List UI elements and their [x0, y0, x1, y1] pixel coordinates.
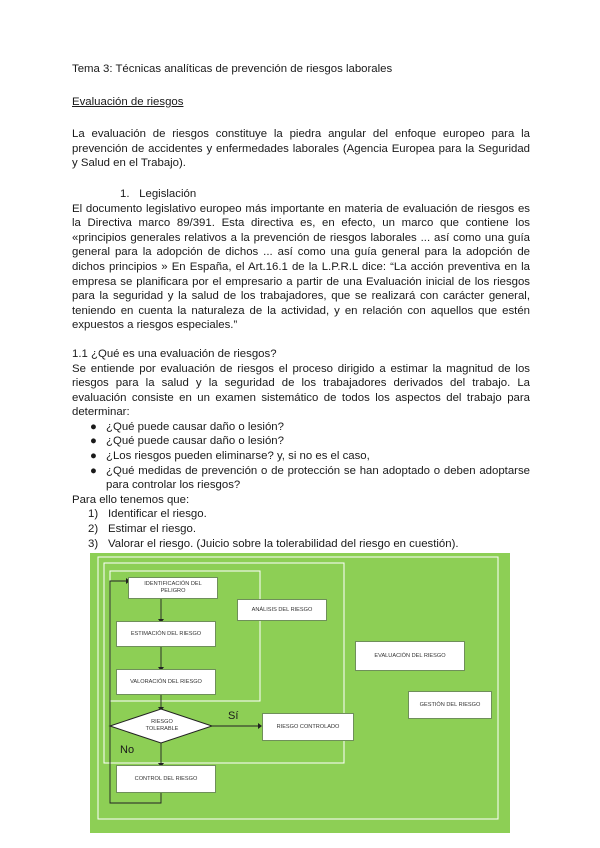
list-item	[72, 434, 530, 449]
para-ello-text: Para ello tenemos que:	[72, 493, 190, 506]
step-number: 2)	[88, 523, 99, 536]
box-controlado: RIESGO CONTROLADO	[262, 713, 354, 741]
list-item	[72, 464, 530, 493]
no-label: No	[120, 744, 135, 756]
list-item-text: ¿Qué medidas de prevención o de protección se han adoptado o deben adoptarse para controlar los riesgos?	[106, 464, 530, 492]
diamond-label: RIESGO TOLERABLE	[145, 719, 179, 732]
list-item-text: ¿Qué puede causar daño o lesión?	[106, 420, 284, 433]
box-evaluacion: EVALUACIÓN DEL RIESGO	[355, 641, 465, 671]
document-page	[72, 62, 530, 551]
bullet-icon: ●	[90, 450, 97, 463]
legislacion-number: 1.	[120, 187, 130, 200]
step-text: Estimar el riesgo.	[108, 523, 196, 536]
step-number: 1)	[88, 508, 99, 521]
section-heading: Evaluación de riesgos	[72, 95, 184, 108]
box-identificacion: IDENTIFICACIÓN DEL PELIGRO	[128, 577, 218, 599]
intro-paragraph: La evaluación de riesgos constituye la piedra angular del enfoque europeo para la prevención de accidentes y enfermedades laborales (Agencia Europea para la Seguridad y Salud en el Trabajo).	[72, 128, 530, 170]
page-title: Tema 3: Técnicas analíticas de prevención de riesgos laborales	[72, 63, 393, 75]
list-item	[72, 449, 530, 464]
list-item-text: ¿Qué puede causar daño o lesión?	[106, 435, 284, 448]
si-label: Sí	[228, 710, 239, 722]
legislacion-heading-text: Legislación	[139, 187, 197, 200]
box-analisis: ANÁLISIS DEL RIESGO	[237, 599, 327, 621]
questions-list	[72, 420, 530, 493]
list-item	[72, 522, 530, 537]
step-text: Identificar el riesgo.	[108, 508, 207, 521]
bullet-icon: ●	[90, 420, 97, 433]
box-estimacion: ESTIMACIÓN DEL RIESGO	[116, 621, 216, 647]
list-item	[72, 420, 530, 435]
risk-process-diagram	[90, 553, 510, 833]
que-es-heading: 1.1 ¿Qué es una evaluación de riesgos?	[72, 347, 277, 360]
legislacion-heading	[72, 187, 530, 202]
step-text: Valorar el riesgo. (Juicio sobre la tolerabilidad del riesgo en cuestión).	[108, 537, 459, 550]
bullet-icon: ●	[90, 464, 97, 477]
step-number: 3)	[88, 537, 99, 550]
bullet-icon: ●	[90, 435, 97, 448]
que-es-paragraph: Se entiende por evaluación de riesgos el proceso dirigido a estimar la magnitud de los riesgos para la salud y la seguridad de los trabajadores derivados del trabajo. La evaluación consiste en un examen sistemático de todos los aspectos del trabajo para determinar:	[72, 362, 530, 419]
list-item	[72, 537, 530, 552]
legislacion-paragraph: El documento legislativo europeo más importante en materia de evaluación de riesgos es la Directiva marco 89/391. Esta directiva es, en efecto, un marco que contiene los «principios generales relativos a la prevención de riesgos laborales ... así como una guía general para la adopción de dichos ... así como una guía general para la adopción de dichos principios » En España, el Art.16.1 de la L.P.R.L dice: “La acción preventiva en la empresa se planificara por el empresario a partir de una Evaluación inicial de los riesgos para la seguridad y la salud de los trabajadores, que se realizará con carácter general, teniendo en cuenta la naturaleza de la actividad, y en relación con aquellos que estén expuestos a riesgos especiales.”	[72, 202, 530, 332]
box-gestion: GESTIÓN DEL RIESGO	[408, 691, 492, 719]
list-item	[72, 507, 530, 522]
list-item-text: ¿Los riesgos pueden eliminarse? y, si no es el caso,	[106, 450, 370, 463]
box-control: CONTROL DEL RIESGO	[116, 765, 216, 793]
box-valoracion: VALORACIÓN DEL RIESGO	[116, 669, 216, 695]
steps-list	[72, 507, 530, 551]
